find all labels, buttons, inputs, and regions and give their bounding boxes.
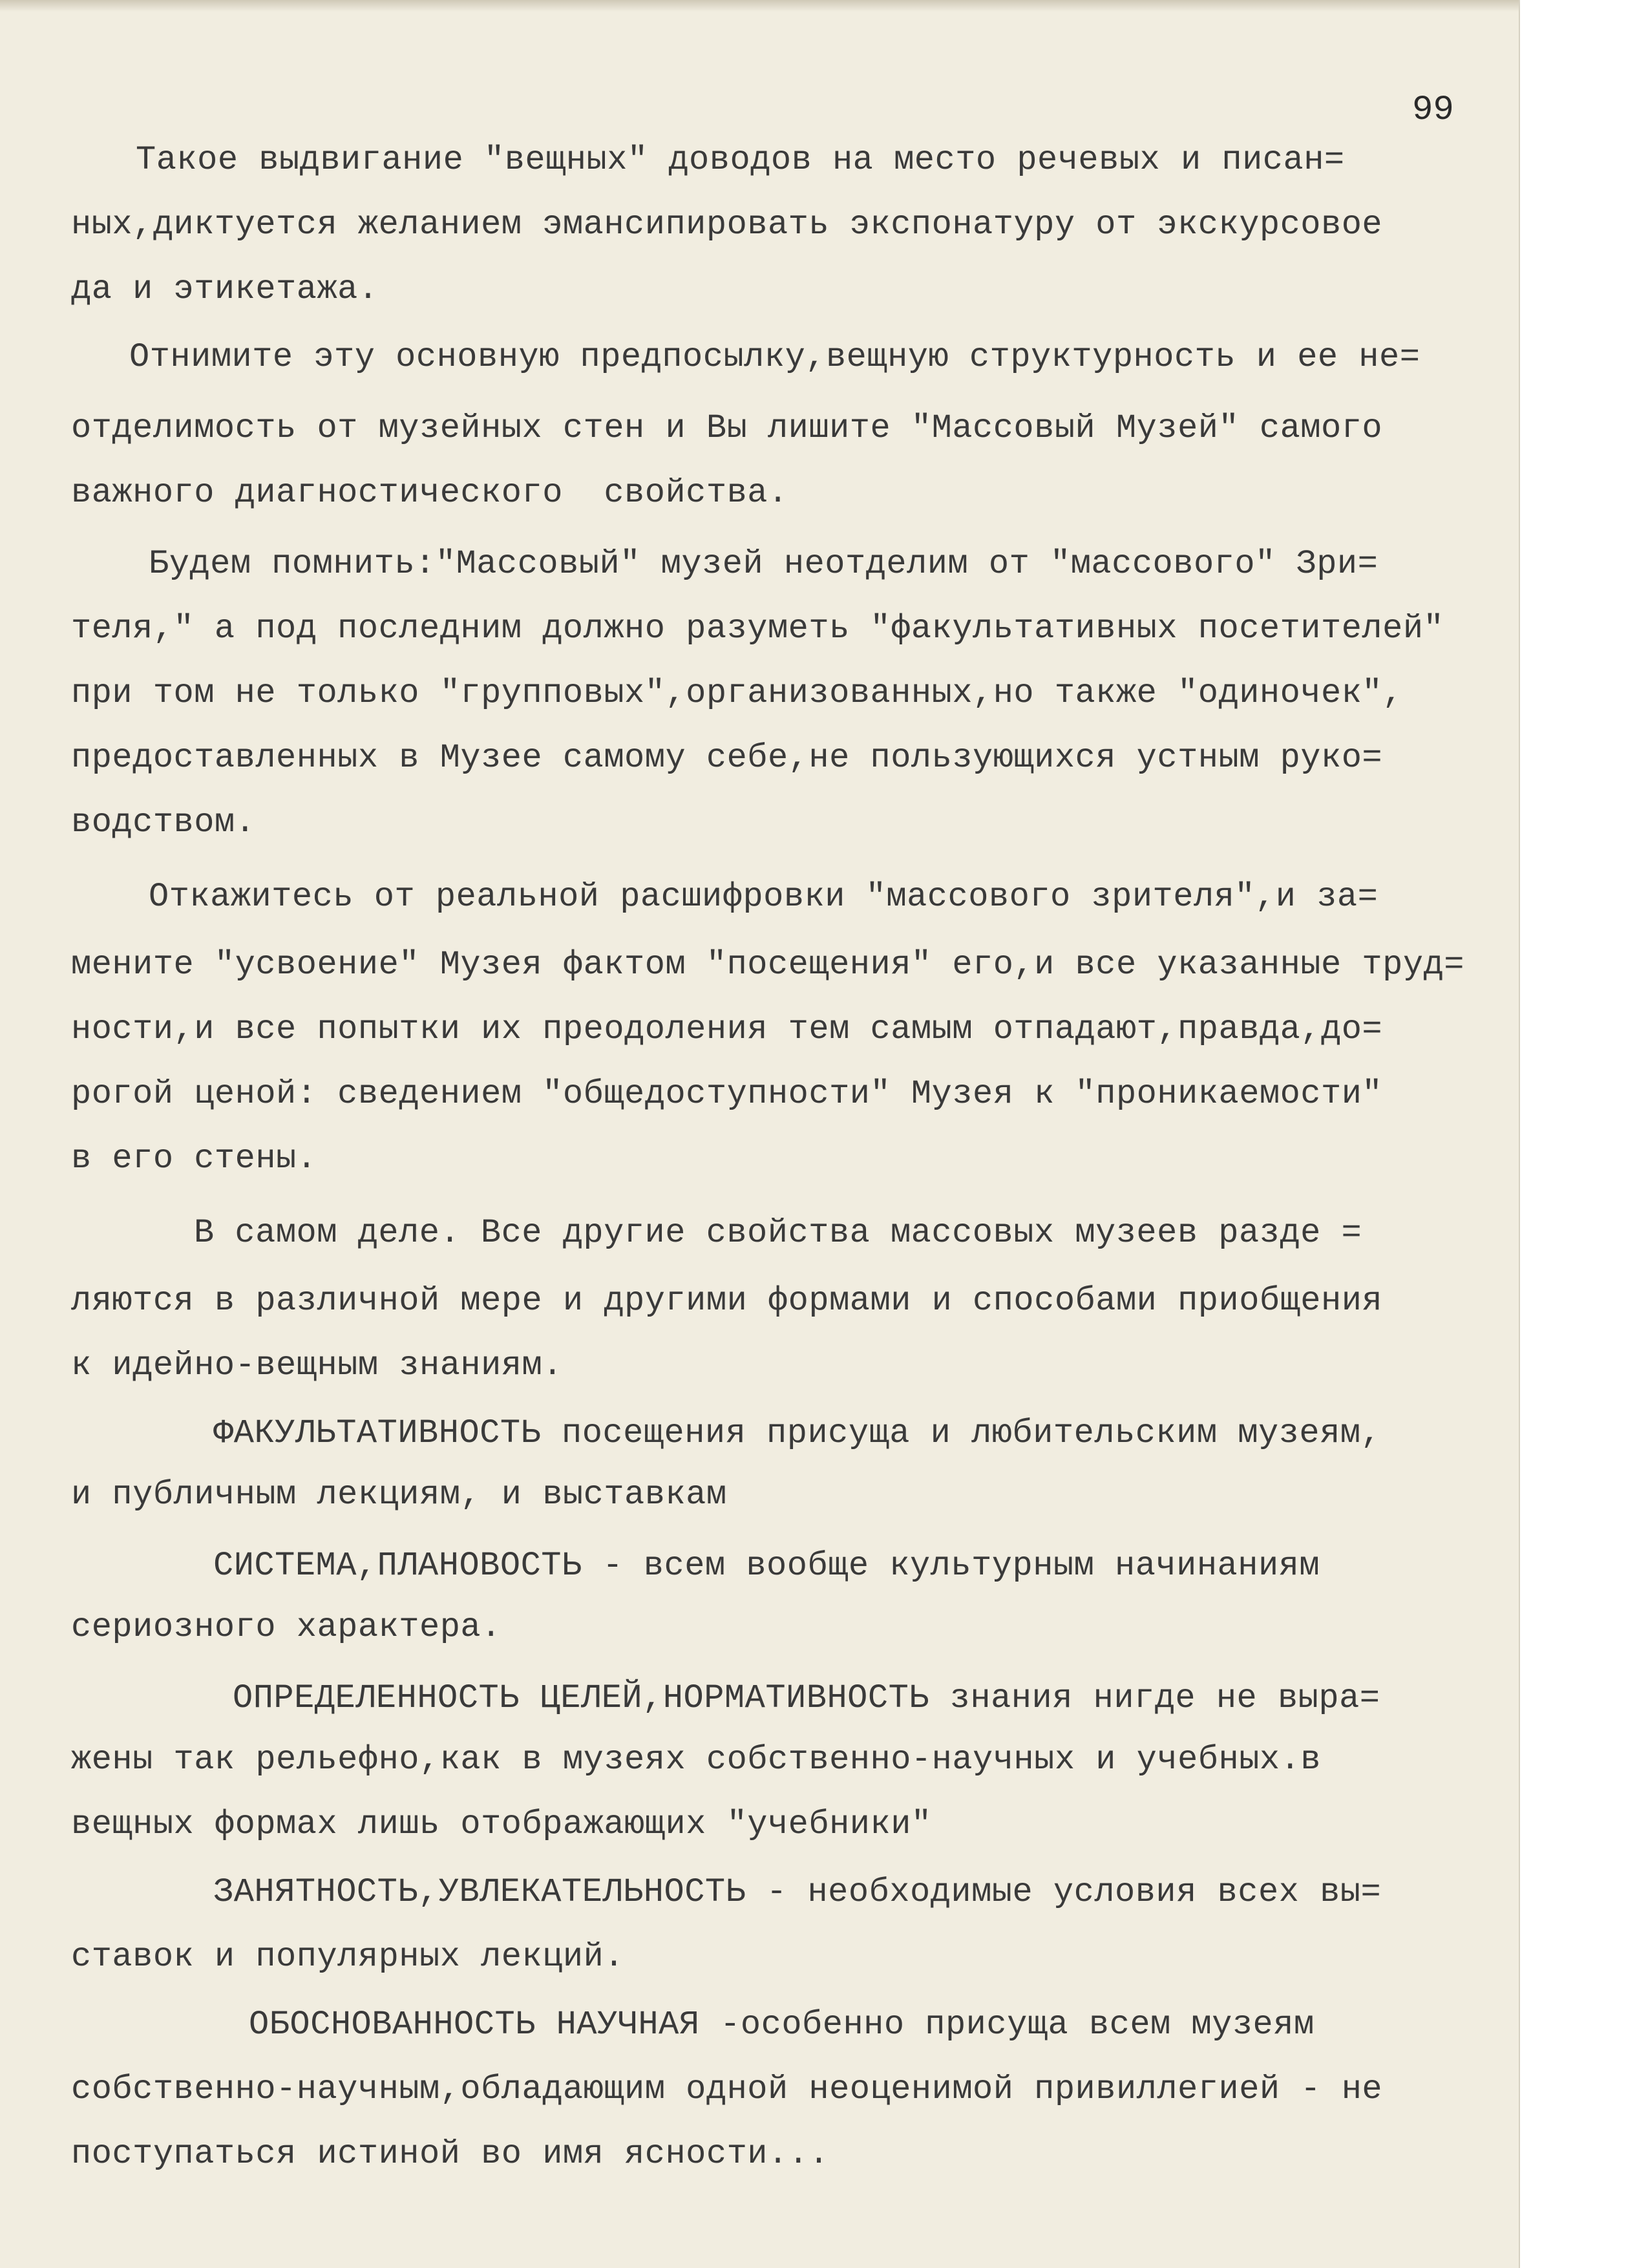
text-line: Такое выдвигание "вещных" доводов на место речевых и писан= [136,141,1345,179]
text-line: да и этикетажа. [71,270,379,308]
text-line: ОБОСНОВАННОСТЬ НАУЧНАЯ -особенно присуща всем музеям [249,2006,1315,2044]
text-line: в его стены. [71,1139,317,1178]
text-line: рогой ценой: сведением "общедоступности" Музея к "проникаемости" [71,1075,1383,1113]
text-line: теля," а под последним должно разуметь "факультативных посетителей" [71,609,1444,648]
text-line: жены так рельефно,как в музеях собственно-научных и учебных.в [71,1741,1322,1779]
text-line: ных,диктуется желанием эмансипировать экспонатуру от экскурсовое [71,206,1383,244]
page-number: 99 [1412,90,1454,130]
text-line: водством. [71,803,256,842]
text-line: сериозного характера. [71,1608,502,1646]
text-line: Откажитесь от реальной расшифровки "массового зрителя",и за= [149,878,1379,916]
text-line: отделимость от музейных стен и Вы лишите "Массовый Музей" самого [71,409,1383,447]
text-line: СИСТЕМА,ПЛАНОВОСТЬ - всем вообще культурным начинаниям [213,1547,1320,1585]
text-line: к идейно-вещным знаниям. [71,1346,563,1384]
text-line: важного диагностического свойства. [71,474,788,512]
text-line: В самом деле. Все другие свойства массовых музеев разде = [194,1214,1362,1252]
text-line: ФАКУЛЬТАТИВНОСТЬ посещения присуща и любительским музеям, [213,1414,1382,1452]
text-line: ЗАНЯТНОСТЬ,УВЛЕКАТЕЛЬНОСТЬ - необходимые условия всех вы= [213,1873,1382,1911]
text-line: при том не только "групповых",организованных,но также "одиночек", [71,674,1403,712]
text-line: предоставленных в Музее самому себе,не пользующихся устным руко= [71,739,1383,777]
text-line: поступаться истиной во имя ясности... [71,2135,830,2173]
page-top-edge [0,0,1519,12]
text-line: ставок и популярных лекций. [71,1938,625,1976]
text-line: и публичным лекциям, и выставкам [71,1476,727,1514]
scan-background [1520,0,1648,2268]
text-line: мените "усвоение" Музея фактом "посещения" его,и все указанные труд= [71,946,1464,984]
text-line: ОПРЕДЕЛЕННОСТЬ ЦЕЛЕЙ,НОРМАТИВНОСТЬ знания нигде не выра= [233,1679,1380,1717]
text-line: собственно-научным,обладающим одной неоценимой привиллегией - не [71,2070,1383,2108]
text-line: Будем помнить:"Массовый" музей неотделим от "массового" Зри= [149,545,1379,583]
text-line: вещных формах лишь отображающих "учебники" [71,1805,932,1843]
text-line: ности,и все попытки их преодоления тем самым отпадают,правда,до= [71,1010,1383,1048]
text-line: Отнимите эту основную предпосылку,вещную структурность и ее не= [129,338,1421,376]
text-line: ляются в различной мере и другими формами и способами приобщения [71,1282,1383,1320]
